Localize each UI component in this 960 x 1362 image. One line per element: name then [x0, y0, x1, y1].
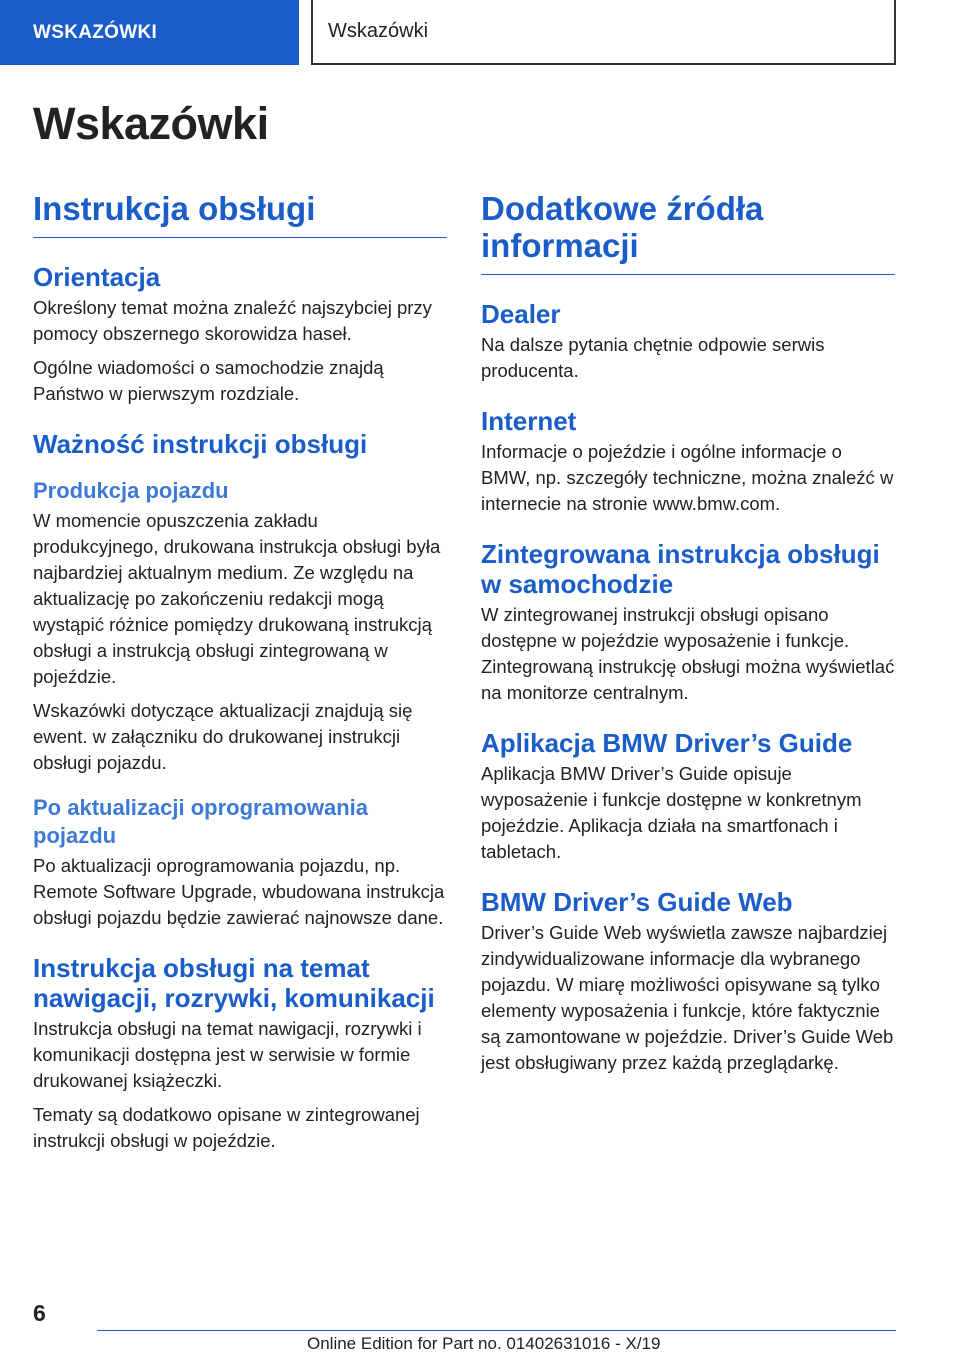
paragraph-produkcja-1: W momencie opuszczenia zakładu produkcyjnego, drukowana instrukcja obsługi była najbardziej aktualnym medium. Ze względu na aktualizację po zakończeniu redakcji mogą wystąpić różnice pomiędzy drukowaną instrukcją obsługi a instrukcją obsługi zintegrowaną w pojeździe. — [33, 510, 441, 687]
paragraph-nawigacja-1: Instrukcja obsługi na temat nawigacji, rozrywki i komunikacji dostępna jest w serwisie w formie drukowanej książeczki. — [33, 1018, 422, 1091]
right-column — [481, 190, 895, 1076]
heading-aplikacja: Aplikacja BMW Driver’s Guide — [481, 728, 853, 758]
heading-po-aktualizacji: Po aktualizacji oprogramowania pojazdu — [33, 795, 368, 848]
footer-edition: Online Edition for Part no. 01402631016 - X/19 — [307, 1334, 661, 1353]
heading-internet: Internet — [481, 406, 577, 436]
heading-nawigacja: Instrukcja obsługi na temat nawigacji, rozrywki, komunikacji — [33, 953, 435, 1013]
section-header-label: Wskazówki — [328, 20, 429, 42]
heading-produkcja-pojazdu: Produkcja pojazdu — [33, 478, 229, 503]
paragraph-orientacja-1: Określony temat można znaleźć najszybciej przy pomocy obszernego skorowidza haseł. — [33, 297, 432, 344]
chapter-tab[interactable] — [0, 0, 299, 65]
paragraph-aplikacja: Aplikacja BMW Driver’s Guide opisuje wyposażenie i funkcje dostępne w konkretnym pojeździe. Aplikacja działa na smartfonach i tabletach. — [481, 763, 862, 862]
paragraph-web: Driver’s Guide Web wyświetla zawsze najbardziej zindywidualizowane informacje dla wybranego pojazdu. W miarę możliwości opisywane są tylko elementy wyposażenia i funkcje, które faktycznie są zamontowane w pojeździe. Driver’s Guide Web jest obsługiwany przez każdą przeglądarkę. — [481, 922, 894, 1073]
heading-zintegrowana: Zintegrowana instrukcja obsługi w samochodzie — [481, 539, 880, 599]
heading-waznosc: Ważność instrukcji obsługi — [33, 429, 368, 459]
paragraph-produkcja-2: Wskazówki dotyczące aktualizacji znajdują się ewent. w załączniku do drukowanej instrukcji obsługi pojazdu. — [33, 700, 413, 773]
footer-divider — [97, 1330, 896, 1331]
heading-instrukcja-obslugi: Instrukcja obsługi — [33, 190, 447, 238]
heading-web: BMW Driver’s Guide Web — [481, 887, 793, 917]
chapter-tab-label: WSKAZÓWKI — [33, 21, 158, 43]
paragraph-dealer: Na dalsze pytania chętnie odpowie serwis producenta. — [481, 334, 825, 381]
paragraph-nawigacja-2: Tematy są dodatkowo opisane w zintegrowanej instrukcji obsługi w pojeździe. — [33, 1104, 420, 1151]
paragraph-orientacja-2: Ogólne wiadomości o samochodzie znajdą Państwo w pierwszym rozdziale. — [33, 357, 384, 404]
heading-dealer: Dealer — [481, 299, 561, 329]
paragraph-internet: Informacje o pojeździe i ogólne informacje o BMW, np. szczegóły techniczne, można znaleźć w internecie na stronie www.bmw.com. — [481, 441, 894, 514]
paragraph-po-aktualizacji: Po aktualizacji oprogramowania pojazdu, np. Remote Software Upgrade, wbudowana instrukcja obsługi pojazdu będzie zawierać najnowsze dane. — [33, 855, 445, 928]
heading-orientacja: Orientacja — [33, 262, 161, 292]
section-header — [311, 0, 896, 65]
paragraph-zintegrowana: W zintegrowanej instrukcji obsługi opisano dostępne w pojeździe wyposażenie i funkcje. Zintegrowaną instrukcję obsługi można wyświetlać na monitorze centralnym. — [481, 604, 895, 703]
page-title: Wskazówki — [33, 98, 269, 149]
heading-dodatkowe-zrodla: Dodatkowe źródła informacji — [481, 190, 895, 275]
page-number: 6 — [33, 1300, 46, 1326]
left-column — [33, 190, 447, 1154]
